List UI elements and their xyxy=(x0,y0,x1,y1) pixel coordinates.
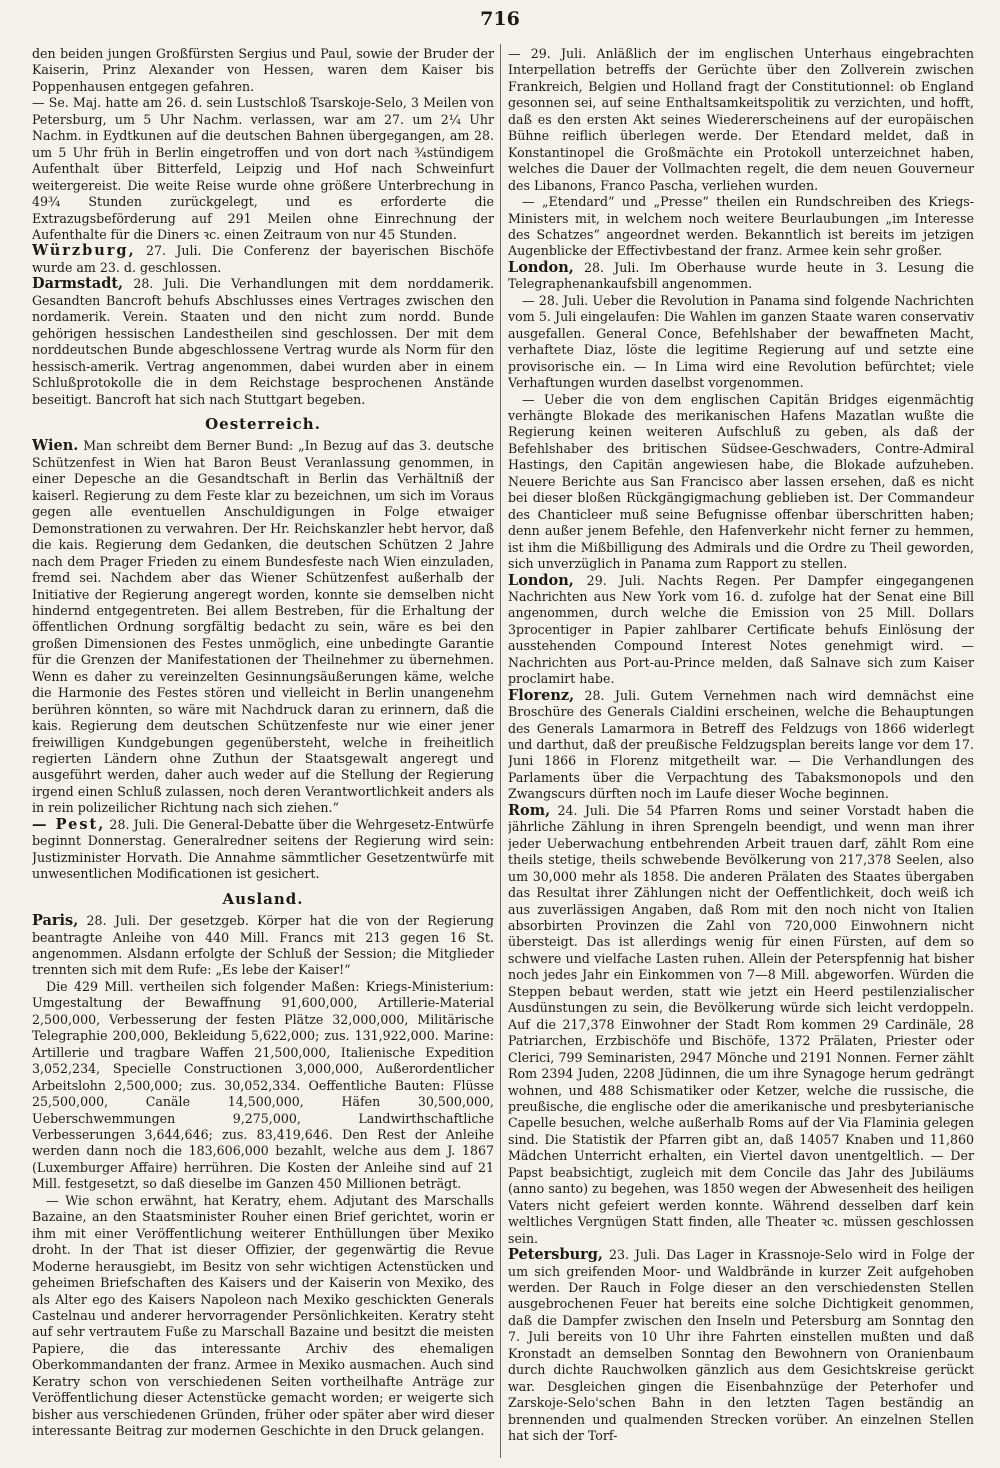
dateline: London, xyxy=(508,571,574,589)
paragraph-text: Man schreibt dem Berner Bund: „In Bezug auf das 3. deutsche Schützenfest in Wien hat Baron Beust Veranlassung genommen, in einer Depesche an die Gesandtschaft in Berlin das Verhältniß der kaiserl. Regierung zu dem Feste klar zu bezeichnen, um sich im Voraus gegen alle eventuellen Anschuldigungen in Folge etwaiger Demonstrationen zu verwahren. Der Hr. Reichskanzler hebt hervor, daß die kais. Regierung dem Gedanken, die deutschen Schützen 2 Jahre nach dem Prager Frieden zu einem Bundesfeste nach Wien einzuladen, fremd sei. Nachdem aber das Wiener Schützenfest außerhalb der Initiative der Regierung angeregt worden, konnte sie demselben nicht hindernd entgegentreten. Bei allem Bestreben, für die Erhaltung der öffentlichen Ordnung sorgfältig bedacht zu sein, wäre es bei den großen Dimensionen des Festes unmöglich, eine unbedingte Garantie für die Grenzen der Manifestationen der Theilnehmer zu übernehmen. Wenn es daher zu vereinzelten Gesinnungsäußerungen käme, welche die Harmonie des Festes stören und vielleicht in Berlin unangenehm berühren könnten, so wäre mit Nachdruck daran zu erinnern, daß die kais. Regierung dem deutschen Schützenfeste nur wie einer jener freiwilligen Kundgebungen gegenübersteht, welche in freiheitlich regierten Ländern ohne Zuthun der Staatsgewalt angeregt und ausgeführt werden, daher auch weder auf die Stellung der Regierung irgend einen Schluß zulassen, noch deren Verantwortlichkeit anders als in rein polizeilicher Richtung nach sich ziehen.“ xyxy=(32,438,494,816)
article-paragraph xyxy=(32,438,494,816)
article-paragraph xyxy=(32,979,494,1193)
paragraph-text: 28. Juli. Die General-Debatte über die Wehrgesetz-Entwürfe beginnt Donnerstag. Generalredner seitens der Regierung wird sein: Justizminister Horvath. Die Annahme sämmtlicher Gesetzentwürfe mit unwesentlichen Modificationen ist gesichert. xyxy=(32,816,494,882)
paragraph-text: — Wie schon erwähnt, hat Keratry, ehem. Adjutant des Marschalls Bazaine, an den Staatsminister Rouher einen Brief gerichtet, worin er ihm mit einer Veröffentlichung weiterer Enthüllungen über Mexiko droht. In der That ist dieser Offizier, der gegenwärtig die Revue Moderne herausgiebt, im Besitz von sehr wichtigen Actenstücken und geheimen Briefschaften des Kaisers und der Kaiserin von Mexiko, des als Alter ego des Kaisers Napoleon nach Mexiko geschickten Generals Castelnau und anderer hervorragender Persönlichkeiten. Keratry steht auf sehr vertrautem Fuße zu Marschall Bazaine und besitzt die meisten Papiere, die das interessante Archiv des ehemaligen Oberkommandanten der franz. Armee in Mexiko ausmachen. Auch sind Keratry schon von verschiedenen Seiten vortheilhafte Anträge zur Veröffentlichung dieser Actenstücke gemacht worden; er weigerte sich bisher aus verschiedenen Gründen, früher oder später aber wird dieser interessante Beitrag zur modernen Geschichte in den Druck gelangen. xyxy=(32,1192,494,1439)
paragraph-text: den beiden jungen Großfürsten Sergius und Paul, sowie der Bruder der Kaiserin, Prinz Alexander von Hessen, waren dem Kaiser bis Poppenhausen entgegen gefahren. xyxy=(32,46,494,94)
article-paragraph xyxy=(508,1247,974,1444)
paragraph-text: — Se. Maj. hatte am 26. d. sein Lustschloß Tsarskoje-Selo, 3 Meilen von Petersburg, um 5 Uhr Nachm. verlassen, war am 27. um 2¼ Uhr Nachm. in Eydtkunen auf die deutschen Bahnen übergegangen, am 28. um 5 Uhr früh in Berlin eingetroffen und von dort nach ¾stündigem Aufenthalt über Bitterfeld, Leipzig und Hof nach Schweinfurt weitergereist. Die weite Reise wurde ohne größere Unterbrechung in 49¾ Stunden zurückgelegt, und es erforderte die Extrazugsbeförderung auf 291 Meilen ohne Einrechnung der Aufenthalte für die Diners ꝛc. einen Zeitraum von nur 45 Stunden. xyxy=(32,95,494,242)
paragraph-text: Die 429 Mill. vertheilen sich folgender Maßen: Kriegs-Ministerium: Umgestaltung der Bewaffnung 91,600,000, Artillerie-Material 2,500,000, Verbesserung der festen Plätze 32,000,000, Militärische Telegraphie 200,000, Bekleidung 5,622,000; zus. 131,922,000. Marine: Artillerie und tragbare Waffen 21,500,000, Italienische Expedition 3,052,234, Specielle Constructionen 3,000,000, Außerordentlicher Arbeitslohn 2,500,000; zus. 30,052,334. Oeffentliche Bauten: Flüsse 25,500,000, Canäle 14,500,000, Häfen 30,500,000, Ueberschwemmungen 9,275,000, Landwirthschaftliche Verbesserungen 3,644,646; zus. 83,419,646. Den Rest der Anleihe werden dann noch die 183,606,000 bezahlt, welche aus dem J. 1867 (Luxemburger Affaire) herrühren. Die Kosten der Anleihe sind auf 21 Mill. festgesetzt, so daß dieselbe im Ganzen 450 Millionen beträgt. xyxy=(32,978,494,1192)
dateline: Wien. xyxy=(32,437,79,455)
section-heading: Ausland. xyxy=(222,889,304,908)
article-paragraph xyxy=(508,260,974,293)
paragraph-text: — 29. Juli. Anläßlich der im englischen Unterhaus eingebrachten Interpellation betreffs der Gerüchte über den Zollverein zwischen Frankreich, Belgien und Holland fragt der Constitutionnel: ob England gesonnen sei, auf seine Enthaltsamkeitspolitik zu verzichten, und hofft, daß es den ersten Akt seines Wiedererscheinens auf der europäischen Bühne reiflich überlegen werde. Der Etendard meldet, daß in Konstantinopel die Großmächte ein Protokoll unterzeichnet haben, welches die Dauer der Vollmachten regelt, die dem neuen Gouverneur des Libanons, Franco Pascha, verliehen wurden. xyxy=(508,46,974,193)
dateline: Petersburg, xyxy=(508,1246,603,1264)
paragraph-text: — 28. Juli. Ueber die Revolution in Panama sind folgende Nachrichten vom 5. Juli eingelaufen: Die Wahlen im ganzen Staate waren conservativ ausgefallen. General Conce, Befehlshaber der bewaffneten Macht, verhaftete Diaz, löste die legitime Regierung auf und setzte eine provisorische ein. — In Lima wird eine Revolution befürchtet; viele Verhaftungen wurden daselbst vorgenommen. xyxy=(508,292,974,391)
paragraph-text: 28. Juli. Der gesetzgeb. Körper hat die von der Regierung beantragte Anleihe von 440 Mill. Francs mit 213 gegen 16 St. angenommen. Alsdann erfolgte der Schluß der Session; die Mitglieder trennten sich mit dem Rufe: „Es lebe der Kaiser!“ xyxy=(32,913,494,978)
paragraph-text: 28. Juli. Gutem Vernehmen nach wird demnächst eine Broschüre des Generals Cialdini erscheinen, welche die Behauptungen des Generals Lamarmora in Betreff des Feldzugs von 1866 widerlegt und darthut, daß der preußische Feldzugsplan bereits lange vor dem 17. Juni 1866 in Florenz mitgetheilt war. — Die Verhandlungen des Parlaments über die Verpachtung des Tabaksmonopols und den Zwangscurs dürften noch im Laufe dieser Woche beginnen. xyxy=(508,687,974,802)
page-number: 716 xyxy=(480,8,520,30)
article-paragraph xyxy=(508,194,974,260)
paragraph-text: — „Etendard“ und „Presse“ theilen ein Rundschreiben des Kriegs-Ministers mit, in welchem noch weitere Beurlaubungen „im Interesse des Schatzes“ angeordnet werden. Bekanntlich ist bereits im jetzigen Augenblicke der Effectivbestand der franz. Armee kein sehr großer. xyxy=(508,194,974,259)
article-paragraph xyxy=(32,46,494,95)
dateline: Paris, xyxy=(32,912,79,930)
paragraph-text: 23. Juli. Das Lager in Krassnoje-Selo wird in Folge der um sich greifenden Moor- und Waldbrände in kurzer Zeit aufgehoben werden. Der Rauch in Folge dieser an den verschiedensten Stellen ausgebrochenen Feuer hat bereits eine solche Dichtigkeit genommen, daß die Dampfer zwischen den Inseln und Petersburg am Sonntag den 7. Juli bereits von 10 Uhr ihre Fahrten einstellen mußten und daß Kronstadt an demselben Sonntag den Bewohnern von Oranienbaum durch dichte Rauchwolken gänzlich aus dem Gesichtskreise gerückt war. Desgleichen gingen die Eisenbahnzüge der Peterhofer und Zarskoje-Selo'schen Bahn in den letzten Tagen beständig an brennenden und qualmenden Strecken vorüber. An einzelnen Stellen hat sich der Torf- xyxy=(508,1247,974,1444)
right-column xyxy=(508,46,974,1458)
paragraph-text: — Ueber die von dem englischen Capitän Bridges eigenmächtig verhängte Blokade des merikanischen Hafens Mazatlan wußte die Regierung keinen weiteren Aufschluß zu geben, als daß der Befehlshaber des britischen Südsee-Geschwaders, Contre-Admiral Hastings, den Capitän angewiesen habe, die Blokade aufzuheben. Neuere Berichte aus San Francisco aber lassen ersehen, daß es nicht bei dieser bloßen Rückgängigmachung geblieben ist. Der Commandeur des Chanticleer muß seine Befugnisse offenbar überschritten haben; denn außer jenem Befehle, den Hafenverkehr nicht ferner zu hemmen, ist ihm die Mißbilligung des Admirals und die Ordre zu Theil geworden, sich unverzüglich in Panama zum Rapport zu stellen. xyxy=(508,391,974,572)
article-paragraph xyxy=(508,46,974,194)
article-paragraph xyxy=(508,293,974,392)
article-paragraph xyxy=(508,573,974,688)
article-paragraph xyxy=(32,817,494,883)
article-paragraph xyxy=(508,688,974,803)
article-paragraph xyxy=(32,95,494,243)
section-heading: Oesterreich. xyxy=(205,414,321,433)
paragraph-text: 24. Juli. Die 54 Pfarren Roms und seiner Vorstadt haben die jährliche Zählung in ihren Sprengeln beendigt, und wenn man ihrer jeder Ueberwachung entbehrenden Arbeit trauen darf, zählt Rom eine theils stetige, theils schwebende Bevölkerung von 217,378 Seelen, also um 30,000 mehr als 1858. Die anderen Prälaten des Staates übergaben das Resultat ihrer Zählungen nicht der Oeffentlichkeit, doch weiß ich aus zuverlässigen Angaben, daß Rom mit den noch nicht von Italien absorbirten Provinzen die Zahl von 720,000 Einwohnern nicht übersteigt. Das ist allerdings wenig für einen Fürsten, auf dem so schwere und vielfache Lasten ruhen. Allein der Peterspfennig hat bisher noch jedes Jahr ein Einkommen von 7—8 Mill. abgeworfen. Würden die Steppen bebaut werden, statt wie jetzt ein Heerd pestilenzialischer Ausdünstungen zu sein, die Bevölkerung würde sich leicht verdoppeln. Auf die 217,378 Einwohner der Stadt Rom kommen 29 Cardinäle, 28 Patriarchen, Erzbischöfe und Bischöfe, 1372 Prälaten, Priester oder Clerici, 799 Seminaristen, 2947 Mönche und 2191 Nonnen. Ferner zählt Rom 2394 Juden, 2208 Jüdinnen, die um ihre Synagoge herum gedrängt wohnen, und 488 Schismatiker oder Ketzer, welche die russische, die preußische, die englische oder die amerikanische und presbyterianische Capelle besuchen, welche außerhalb Roms auf der Via Flaminia gelegen sind. Die Statistik der Pfarren gibt an, daß 14057 Knaben und 11,860 Mädchen Unterricht erhalten, ein Viertel davon unentgeltlich. — Der Papst beabsichtigt, zugleich mit dem Concile das Jahr des Jubiläums (anno santo) zu begehen, was 1850 wegen der Abwesenheit des heiligen Vaters nicht gefeiert werden konnte. Während desselben darf kein weltliches Vergnügen Statt finden, alle Theater ꝛc. müssen geschlossen sein. xyxy=(508,802,974,1246)
left-column xyxy=(32,46,494,1458)
article-paragraph xyxy=(32,243,494,276)
paragraph-text: 29. Juli. Nachts Regen. Per Dampfer eingegangenen Nachrichten aus New York vom 16. d. zufolge hat der Senat eine Bill angenommen, durch welche die Emission von 25 Mill. Dollars 3procentiger in Papier zahlbarer Certificate behufs Einlösung der ausstehenden Compound Interest Notes genehmigt wird. — Nachrichten aus Port-au-Prince melden, daß Salnave sich zum Kaiser proclamirt habe. xyxy=(508,572,974,687)
dateline: Würzburg, xyxy=(32,242,136,260)
article-paragraph xyxy=(32,1193,494,1440)
column-divider xyxy=(500,44,501,1458)
paragraph-text: 27. Juli. Die Conferenz der bayerischen Bischöfe wurde am 23. d. geschlossen. xyxy=(32,243,494,275)
article-paragraph xyxy=(32,913,494,979)
dateline: Darmstadt, xyxy=(32,275,124,293)
article-paragraph xyxy=(508,803,974,1247)
dateline: London, xyxy=(508,258,574,276)
article-paragraph xyxy=(508,392,974,573)
paragraph-text: 28. Juli. Im Oberhause wurde heute in 3. Lesung die Telegraphenankaufsbill angenommen. xyxy=(508,259,974,292)
paragraph-text: 28. Juli. Die Verhandlungen mit dem norddamerik. Gesandten Bancroft behufs Abschlusses eines Vertrages zwischen den nordamerik. Verein. Staaten und den nicht zum nordd. Bunde gehörigen hessischen Landestheilen sind geschlossen. Der mit dem norddeutschen Bunde abgeschlossene Vertrag wurde als Norm für den hessisch-amerik. Vertrag angenommen, dabei wurden aber in einem Schlußprotokolle die in dem Reichstage besprochenen Anstände beseitigt. Bancroft hat sich nach Stuttgart begeben. xyxy=(32,276,494,407)
dateline: Rom, xyxy=(508,801,551,819)
dateline: — Pest, xyxy=(32,815,106,833)
article-paragraph xyxy=(32,276,494,408)
dateline: Florenz, xyxy=(508,686,575,704)
